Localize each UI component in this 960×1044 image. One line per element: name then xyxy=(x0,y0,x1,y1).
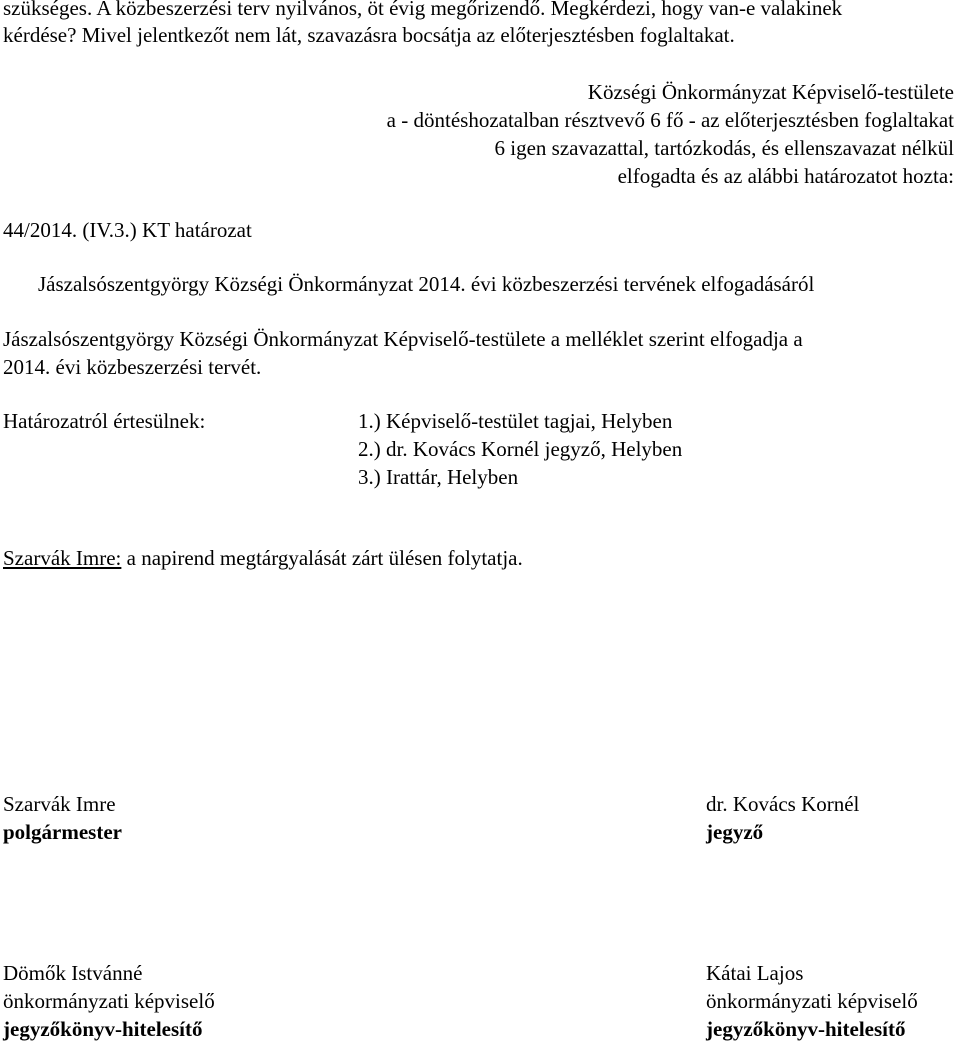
witness-1-name: Dömők Istvánné xyxy=(3,961,143,985)
vote-line-3: 6 igen szavazattal, tartózkodás, és ellenszavazat nélkül xyxy=(494,136,954,160)
notify-label: Határozatról értesülnek: xyxy=(3,409,206,433)
closing-text: a napirend megtárgyalását zárt ülésen folytatja. xyxy=(121,546,523,570)
resolution-number: 44/2014. (IV.3.) KT határozat xyxy=(3,218,252,242)
resolution-body-line-1: Jászalsószentgyörgy Községi Önkormányzat Képviselő-testülete a melléklet szerint elfogadja a xyxy=(3,327,803,351)
vote-line-1: Községi Önkormányzat Képviselő-testülete xyxy=(587,80,954,104)
mayor-name: Szarvák Imre xyxy=(3,792,116,816)
mayor-title: polgármester xyxy=(3,820,122,844)
closing-sentence xyxy=(3,545,523,572)
vote-line-4: elfogadta és az alábbi határozatot hozta: xyxy=(617,164,954,188)
resolution-body-line-2: 2014. évi közbeszerzési tervét. xyxy=(3,355,262,379)
intro-line-1: szükséges. A közbeszerzési terv nyilvános, öt évig megőrizendő. Megkérdezi, hogy van-e valakinek xyxy=(3,0,843,20)
notary-name: dr. Kovács Kornél xyxy=(706,792,860,816)
closing-speaker: Szarvák Imre: xyxy=(3,546,122,570)
notary-title: jegyző xyxy=(706,820,764,844)
witness-1-title: jegyzőkönyv-hitelesítő xyxy=(3,1017,203,1041)
witness-2-role: önkormányzati képviselő xyxy=(706,989,918,1013)
witness-2-title: jegyzőkönyv-hitelesítő xyxy=(706,1017,906,1041)
resolution-title: Jászalsószentgyörgy Községi Önkormányzat 2014. évi közbeszerzési tervének elfogadásáról xyxy=(38,272,815,296)
notify-item-2: 2.) dr. Kovács Kornél jegyző, Helyben xyxy=(358,437,683,461)
notify-item-3: 3.) Irattár, Helyben xyxy=(358,465,519,489)
witness-2-name: Kátai Lajos xyxy=(706,961,804,985)
witness-1-role: önkormányzati képviselő xyxy=(3,989,215,1013)
vote-line-2: a - döntéshozatalban résztvevő 6 fő - az előterjesztésben foglaltakat xyxy=(386,108,954,132)
intro-line-2: kérdése? Mivel jelentkezőt nem lát, szavazásra bocsátja az előterjesztésben foglaltakat. xyxy=(3,23,735,47)
notify-item-1: 1.) Képviselő-testület tagjai, Helyben xyxy=(358,409,673,433)
